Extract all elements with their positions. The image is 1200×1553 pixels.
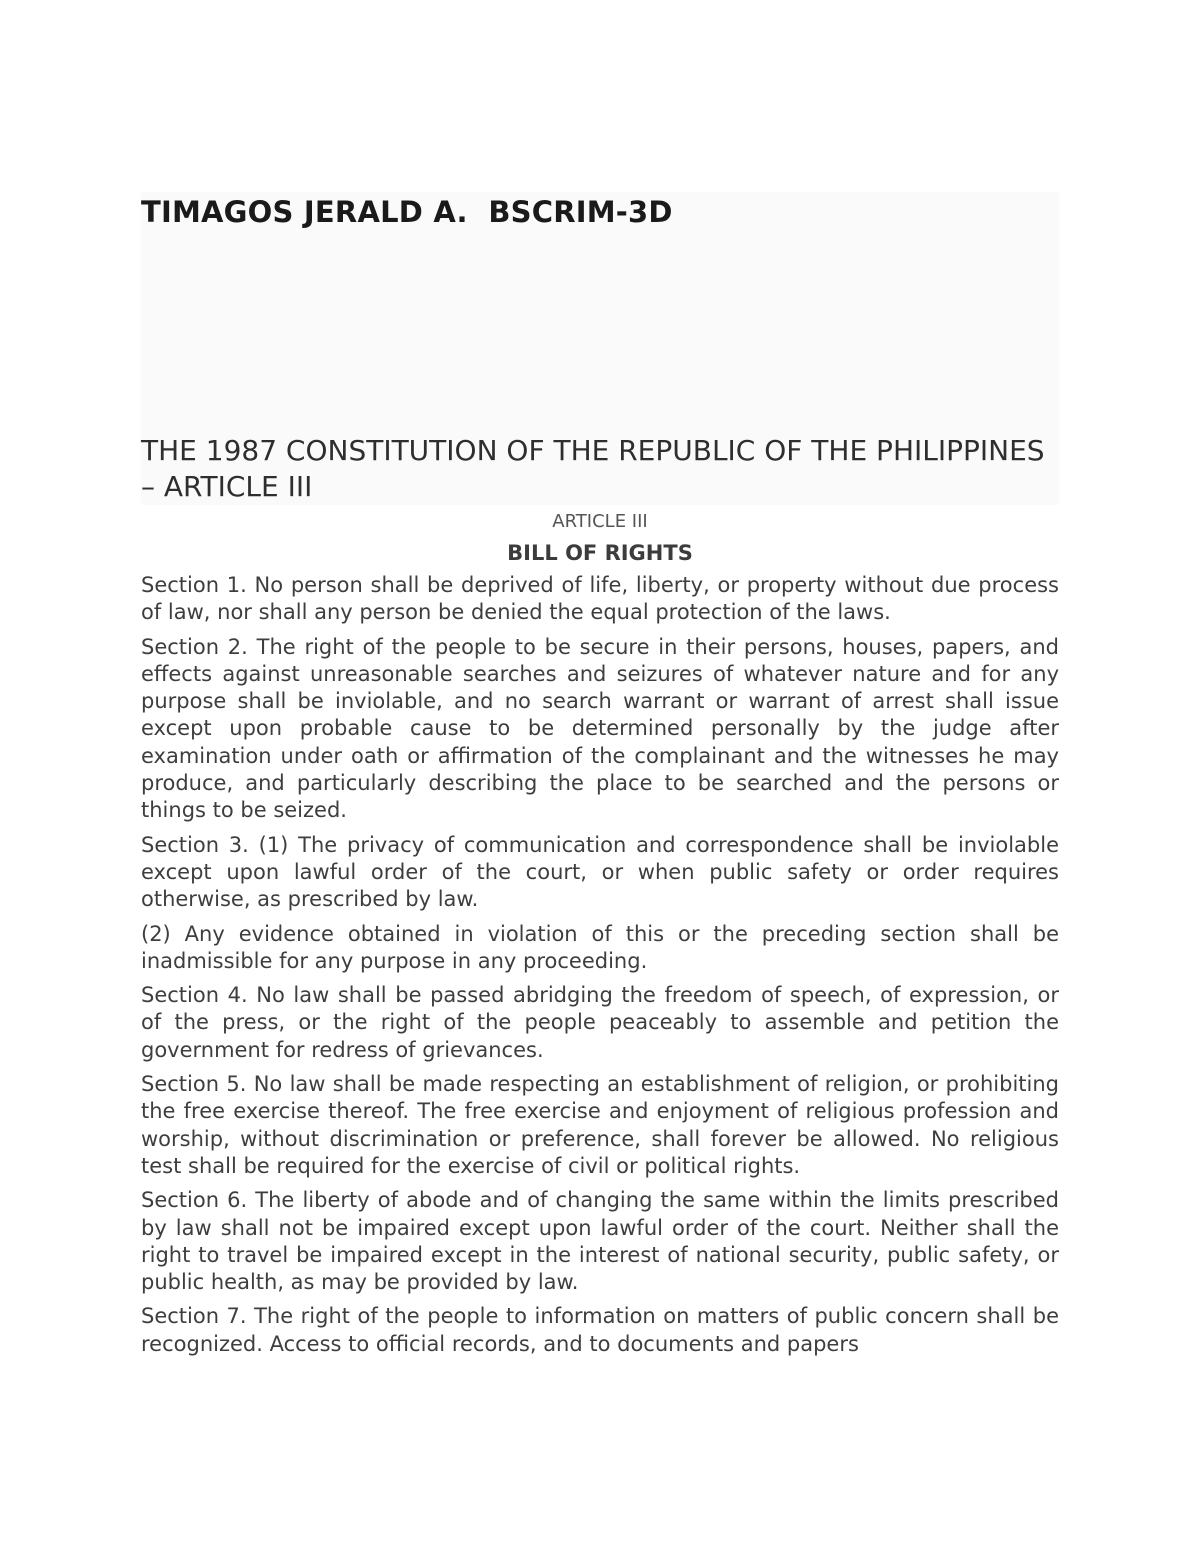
section-2: Section 2. The right of the people to be secure in their persons, houses, papers, and effects against unreasonable searches and seizures of whatever nature and for any purpose shall be inviolable, and no search warrant or warrant of arrest shall issue except upon probable cause to be determined personally by the judge after examination under oath or affirmation of the complainant and the witnesses he may produce, and particularly describing the place to be searched and the persons or things to be seized.: [141, 634, 1059, 823]
author-line: [141, 195, 673, 229]
section-4: Section 4. No law shall be passed abridging the freedom of speech, of expression, or of the press, or the right of the people peaceably to assemble and petition the government for redress of grievances.: [141, 983, 1059, 1062]
article-heading: BILL OF RIGHTS: [507, 541, 693, 565]
document-body: [141, 510, 1059, 1365]
article-label: ARTICLE III: [552, 511, 648, 532]
author-name: TIMAGOS JERALD A.: [141, 195, 468, 229]
section-3-paragraph-2: (2) Any evidence obtained in violation of this or the preceding section shall be inadmissible for any purpose in any proceeding.: [141, 921, 1059, 973]
section-3: Section 3. (1) The privacy of communication and correspondence shall be inviolable except upon lawful order of the court, or when public safety or order requires otherwise, as prescribed by law.: [141, 832, 1059, 912]
author-course: BSCRIM-3D: [488, 195, 673, 229]
section-6: Section 6. The liberty of abode and of changing the same within the limits prescribed by law shall not be impaired except upon lawful order of the court. Neither shall the right to travel be impaired except in the interest of national security, public safety, or public health, as may be provided by law.: [141, 1188, 1059, 1295]
document-title: THE 1987 CONSTITUTION OF THE REPUBLIC OF THE PHILIPPINES – ARTICLE III: [141, 434, 1045, 503]
section-5: Section 5. No law shall be made respecting an establishment of religion, or prohibiting the free exercise thereof. The free exercise and enjoyment of religious profession and worship, without discrimination or preference, shall forever be allowed. No religious test shall be required for the exercise of civil or political rights.: [141, 1072, 1059, 1178]
section-1: Section 1. No person shall be deprived of life, liberty, or property without due process of law, nor shall any person be denied the equal protection of the laws.: [141, 573, 1059, 625]
section-7: Section 7. The right of the people to information on matters of public concern shall be recognized. Access to official records, and to documents and papers: [141, 1304, 1059, 1356]
